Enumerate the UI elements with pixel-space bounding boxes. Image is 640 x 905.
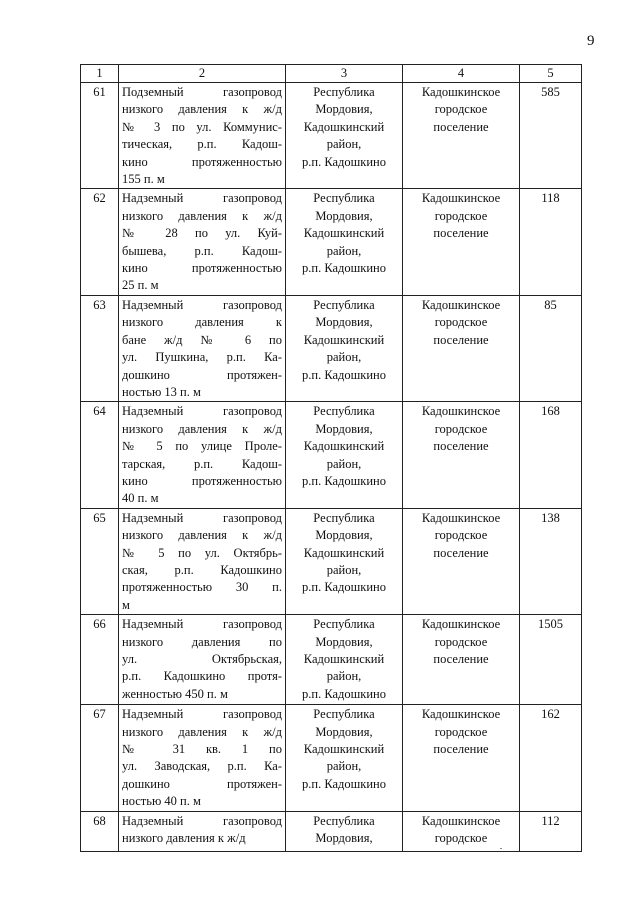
description-line: 40 п. м: [122, 491, 159, 506]
description-line: низкого давления к ж/д: [122, 102, 282, 117]
location-cell: [286, 189, 403, 295]
page-number: 9: [587, 33, 595, 49]
pipeline-description-cell: [119, 189, 286, 295]
settlement-line: поселение: [433, 226, 489, 241]
location-line: Республика: [313, 617, 375, 632]
description-line: № 5 по ул. Октябрь-: [122, 545, 282, 560]
description-line: 25 п. м: [122, 278, 159, 293]
location-cell: [286, 811, 403, 851]
location-line: Кадошкинский: [303, 652, 385, 666]
location-line: Мордовия,: [315, 528, 373, 543]
pipeline-description-cell: [119, 295, 286, 401]
settlement-cell: [403, 811, 520, 851]
settlement-line: поселение: [433, 742, 489, 756]
location-line: Республика: [313, 297, 375, 312]
location-line: район,: [326, 456, 362, 471]
location-line: Республика: [313, 813, 375, 828]
row-number-cell: 63: [81, 295, 119, 401]
description-line: ул. Октябрьская,: [122, 652, 282, 666]
location-line: р.п. Кадошкино: [302, 367, 386, 382]
description-line: женностью 450 п. м: [122, 686, 228, 701]
settlement-line: поселение: [433, 545, 489, 560]
settlement-line: городское: [434, 634, 488, 649]
description-line: № 3 по ул. Коммунис-: [122, 119, 282, 134]
row-number-cell: 65: [81, 508, 119, 614]
pipeline-description-cell: [119, 508, 286, 614]
row-number-cell: 67: [81, 705, 119, 811]
gas-pipeline-registry-table: [80, 64, 582, 852]
location-line: район,: [326, 669, 362, 684]
location-line: Республика: [313, 404, 375, 419]
settlement-line: поселение: [433, 332, 489, 347]
location-cell: [286, 508, 403, 614]
location-line: Кадошкинский: [303, 226, 385, 241]
description-line: дошкино протяжен-: [122, 776, 282, 791]
row-number-cell: 62: [81, 189, 119, 295]
settlement-line: городское: [434, 315, 488, 330]
table-row: [81, 295, 582, 401]
description-line: ская, р.п. Кадошкино: [122, 562, 282, 577]
description-line: Надземный газопровод: [122, 191, 282, 206]
location-line: р.п. Кадошкино: [302, 154, 386, 169]
pipeline-description-cell: [119, 615, 286, 705]
location-line: Мордовия,: [315, 724, 373, 739]
table-body: [81, 65, 582, 852]
location-cell: [286, 83, 403, 189]
description-line: ностью 13 п. м: [122, 384, 201, 399]
table-row: [81, 402, 582, 508]
settlement-line: Кадошкинское: [421, 191, 501, 206]
settlement-line: Кадошкинское: [421, 404, 501, 419]
settlement-line: Кадошкинское: [421, 297, 501, 312]
location-line: Мордовия,: [315, 421, 373, 436]
location-line: район,: [326, 350, 362, 365]
location-cell: [286, 295, 403, 401]
description-line: 155 п. м: [122, 172, 165, 187]
location-line: р.п. Кадошкино: [302, 686, 386, 701]
description-line: Надземный газопровод: [122, 617, 282, 632]
location-line: Мордовия,: [315, 102, 373, 117]
table-row: [81, 615, 582, 705]
location-line: район,: [326, 243, 362, 258]
pipeline-description-cell: [119, 811, 286, 851]
description-line: Подземный газопровод: [122, 85, 282, 99]
value-cell: 138: [520, 508, 582, 614]
value-cell: 162: [520, 705, 582, 811]
column-header-2: 2: [119, 65, 286, 83]
description-line: низкого давления к ж/д: [122, 528, 282, 543]
row-number-cell: 68: [81, 811, 119, 851]
location-line: Мордовия,: [315, 634, 373, 649]
pipeline-description-cell: [119, 83, 286, 189]
scan-artifact: [500, 848, 502, 849]
description-line: низкого давления к ж/д: [122, 724, 282, 739]
location-line: Республика: [313, 510, 375, 525]
column-header-1: 1: [81, 65, 119, 83]
settlement-line: поселение: [433, 652, 489, 666]
location-line: р.п. Кадошкино: [302, 473, 386, 488]
location-line: Кадошкинский: [303, 439, 385, 454]
location-line: Мордовия,: [315, 831, 373, 846]
settlement-line: Кадошкинское: [421, 510, 501, 525]
description-line: кино протяженностью: [122, 473, 282, 488]
description-line: ул. Заводская, р.п. Ка-: [122, 759, 282, 774]
location-line: Кадошкинский: [303, 332, 385, 347]
pipeline-description-cell: [119, 402, 286, 508]
description-line: м: [122, 597, 130, 612]
settlement-line: Кадошкинское: [421, 813, 501, 828]
description-line: ностью 40 п. м: [122, 794, 201, 809]
value-cell: 118: [520, 189, 582, 295]
row-number-cell: 64: [81, 402, 119, 508]
description-line: № 5 по улице Проле-: [122, 439, 282, 454]
settlement-cell: [403, 402, 520, 508]
location-line: Мордовия,: [315, 208, 373, 223]
location-line: Кадошкинский: [303, 545, 385, 560]
location-line: район,: [326, 137, 362, 152]
description-line: низкого давления по: [122, 634, 282, 649]
description-line: низкого давления к ж/д: [122, 831, 246, 846]
value-cell: 585: [520, 83, 582, 189]
description-line: протяженностью 30 п.: [122, 580, 282, 595]
location-line: Республика: [313, 85, 375, 99]
settlement-line: городское: [434, 528, 488, 543]
location-line: р.п. Кадошкино: [302, 776, 386, 791]
location-cell: [286, 705, 403, 811]
table-row: [81, 705, 582, 811]
description-line: тарская, р.п. Кадош-: [122, 456, 282, 471]
location-line: Кадошкинский: [303, 119, 385, 134]
description-line: бышева, р.п. Кадош-: [122, 243, 282, 258]
settlement-cell: [403, 83, 520, 189]
location-line: район,: [326, 759, 362, 774]
description-line: Надземный газопровод: [122, 707, 282, 722]
description-line: кино протяженностью: [122, 261, 282, 276]
settlement-line: городское: [434, 724, 488, 739]
description-line: р.п. Кадошкино протя-: [122, 669, 282, 684]
table-row: [81, 189, 582, 295]
description-line: Надземный газопровод: [122, 404, 282, 419]
column-header-4: 4: [403, 65, 520, 83]
description-line: тическая, р.п. Кадош-: [122, 137, 282, 152]
table-row: [81, 811, 582, 851]
settlement-line: городское: [434, 102, 488, 117]
description-line: Надземный газопровод: [122, 297, 282, 312]
location-line: Республика: [313, 191, 375, 206]
settlement-cell: [403, 705, 520, 811]
description-line: ул. Пушкина, р.п. Ка-: [122, 350, 282, 365]
settlement-line: Кадошкинское: [421, 707, 501, 722]
description-line: Надземный газопровод: [122, 510, 282, 525]
settlement-line: городское: [434, 421, 488, 436]
description-line: низкого давления к ж/д: [122, 421, 282, 436]
row-number-cell: 61: [81, 83, 119, 189]
location-line: Кадошкинский: [303, 742, 385, 756]
value-cell: 112: [520, 811, 582, 851]
table-row: [81, 508, 582, 614]
row-number-cell: 66: [81, 615, 119, 705]
description-line: низкого давления к: [122, 315, 282, 330]
settlement-line: поселение: [433, 119, 489, 134]
location-cell: [286, 402, 403, 508]
description-line: № 28 по ул. Куй-: [122, 226, 282, 241]
settlement-line: поселение: [433, 439, 489, 454]
value-cell: 85: [520, 295, 582, 401]
settlement-cell: [403, 295, 520, 401]
column-number-row: [81, 65, 582, 83]
location-cell: [286, 615, 403, 705]
column-header-5: 5: [520, 65, 582, 83]
settlement-line: городское: [434, 831, 488, 846]
description-line: Надземный газопровод: [122, 813, 282, 828]
settlement-line: городское: [434, 208, 488, 223]
value-cell: 1505: [520, 615, 582, 705]
location-line: Республика: [313, 707, 375, 722]
location-line: р.п. Кадошкино: [302, 580, 386, 595]
location-line: р.п. Кадошкино: [302, 261, 386, 276]
settlement-line: Кадошкинское: [421, 617, 501, 632]
description-line: бане ж/д № 6 по: [122, 332, 282, 347]
pipeline-description-cell: [119, 705, 286, 811]
description-line: дошкино протяжен-: [122, 367, 282, 382]
column-header-3: 3: [286, 65, 403, 83]
location-line: Мордовия,: [315, 315, 373, 330]
settlement-line: Кадошкинское: [421, 85, 501, 99]
location-line: район,: [326, 562, 362, 577]
description-line: № 31 кв. 1 по: [122, 742, 282, 756]
settlement-cell: [403, 615, 520, 705]
description-line: кино протяженностью: [122, 154, 282, 169]
value-cell: 168: [520, 402, 582, 508]
table-row: [81, 83, 582, 189]
settlement-cell: [403, 508, 520, 614]
description-line: низкого давления к ж/д: [122, 208, 282, 223]
settlement-cell: [403, 189, 520, 295]
